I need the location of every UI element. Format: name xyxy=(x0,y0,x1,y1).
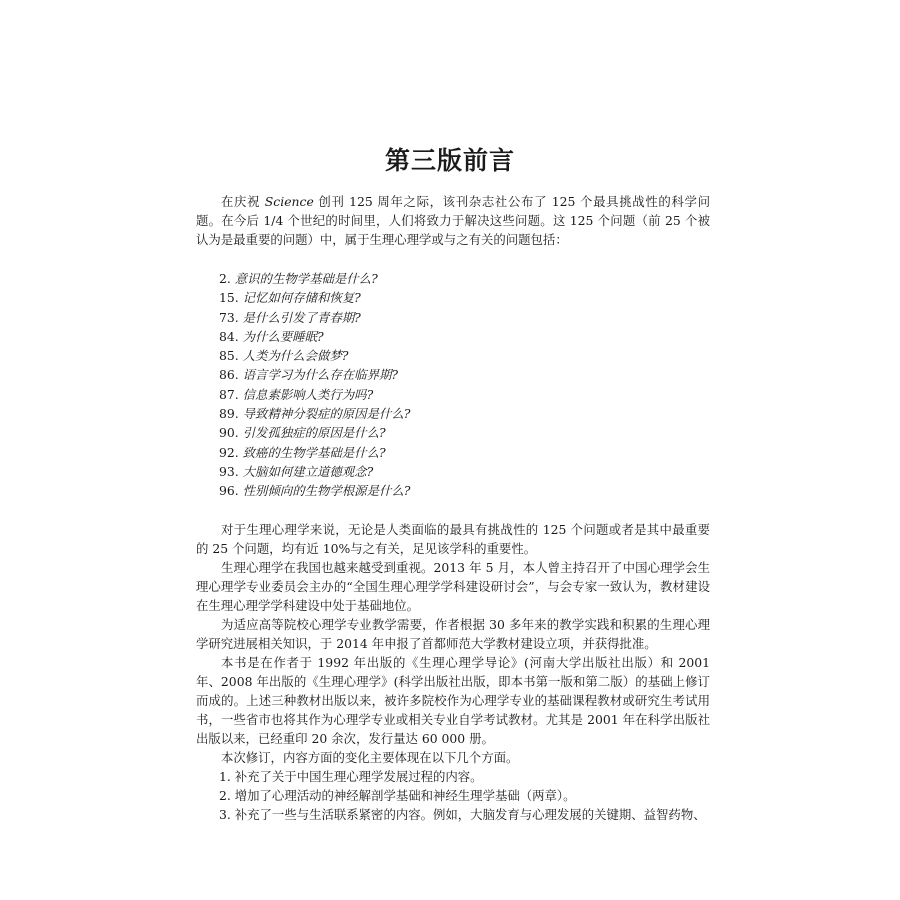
intro-before: 在庆祝 xyxy=(221,194,265,209)
question-text: 语言学习为什么存在临界期? xyxy=(242,367,399,383)
preface-body xyxy=(196,192,710,824)
question-item xyxy=(219,269,710,288)
revision-list xyxy=(196,767,710,824)
body-paragraph: 对于生理心理学来说，无论是人类面临的最具有挑战性的 125 个问题或者是其中最重要的 25 个问题，均有近 10%与之有关，足见该学科的重要性。 xyxy=(196,521,710,556)
question-item xyxy=(219,346,710,365)
question-text: 导致精神分裂症的原因是什么? xyxy=(242,406,411,422)
question-number: 84. xyxy=(219,328,239,344)
body-paragraph: 为适应高等院校心理学专业教学需要，作者根据 30 多年来的教学实践和积累的生理心理学研究进展相关知识，于 2014 年申报了首都师范大学教材建设立项，并获得批准。 xyxy=(196,616,710,651)
intro-paragraph xyxy=(196,192,710,249)
question-text: 是什么引发了青春期? xyxy=(242,309,361,325)
question-text: 意识的生物学基础是什么? xyxy=(234,271,378,286)
question-number: 89. xyxy=(219,406,239,422)
question-number: 2. xyxy=(219,271,231,286)
question-item xyxy=(219,481,710,500)
question-number: 15. xyxy=(219,290,239,306)
question-text: 人类为什么会做梦? xyxy=(242,348,349,364)
revision-item: 3. 补充了一些与生活联系紧密的内容。例如，大脑发育与心理发展的关键期、益智药物、 xyxy=(219,806,706,822)
question-item xyxy=(219,443,710,462)
intro-after: 创刊 125 周年之际，该刊杂志社公布了 125 个最具挑战性的科学问题。在今后 1/4 个世纪的时间里，人们将致力于解决这些问题。这 125 个问题（前 25 个被认为是最重要的问题）中，属于生理心理学或与之有关的问题包括： xyxy=(196,194,710,247)
question-text: 为什么要睡眠? xyxy=(242,328,324,344)
question-item xyxy=(219,327,710,346)
question-text: 性别倾向的生物学根源是什么? xyxy=(242,483,411,499)
revision-item: 2. 增加了心理活动的神经解剖学基础和神经生理学基础（两章）。 xyxy=(219,787,576,803)
body-paragraph: 本次修订，内容方面的变化主要体现在以下几个方面。 xyxy=(221,749,519,765)
journal-name: Science xyxy=(264,194,314,209)
question-number: 87. xyxy=(219,386,239,402)
question-text: 大脑如何建立道德观念? xyxy=(242,463,374,479)
question-number: 86. xyxy=(219,367,239,383)
question-number: 73. xyxy=(219,309,239,325)
body-paragraph: 本书是在作者于 1992 年出版的《生理心理学导论》(河南大学出版社出版）和 2001 年、2008 年出版的《生理心理学》(科学出版社出版，即本书第一版和第二版）的基础上修订而成的。上述三种教材出版以来，被许多院校作为心理学专业的基础课程教材或研究生考试用书，一些省市也将其作为心理学专业或相关专业自学考试教材。尤其是 2001 年在科学出版社出版以来，已经重印 20 余次，发行量达 60 000 册。 xyxy=(196,654,710,746)
question-text: 致癌的生物学基础是什么? xyxy=(242,444,386,460)
question-item xyxy=(219,385,710,404)
question-text: 记忆如何存储和恢复? xyxy=(242,290,361,306)
question-list xyxy=(196,269,710,501)
question-number: 96. xyxy=(219,483,239,499)
question-item xyxy=(219,288,710,307)
question-number: 90. xyxy=(219,425,239,441)
question-item xyxy=(219,308,710,327)
question-number: 92. xyxy=(219,444,239,460)
body-paragraph: 生理心理学在我国也越来越受到重视。2013 年 5 月，本人曾主持召开了中国心理学会生理心理学专业委员会主办的“全国生理心理学学科建设研讨会”，与会专家一致认为，教材建设在生理心理学学科建设中处于基础地位。 xyxy=(196,559,710,613)
question-number: 85. xyxy=(219,348,239,364)
question-number: 93. xyxy=(219,463,239,479)
question-item xyxy=(219,365,710,384)
question-item xyxy=(219,404,710,423)
page-title: 第三版前言 xyxy=(384,146,515,175)
question-text: 引发孤独症的原因是什么? xyxy=(242,425,386,441)
question-item xyxy=(219,462,710,481)
question-text: 信息素影响人类行为吗? xyxy=(242,386,374,402)
revision-item: 1. 补充了关于中国生理心理学发展过程的内容。 xyxy=(219,768,483,784)
question-item xyxy=(219,423,710,442)
